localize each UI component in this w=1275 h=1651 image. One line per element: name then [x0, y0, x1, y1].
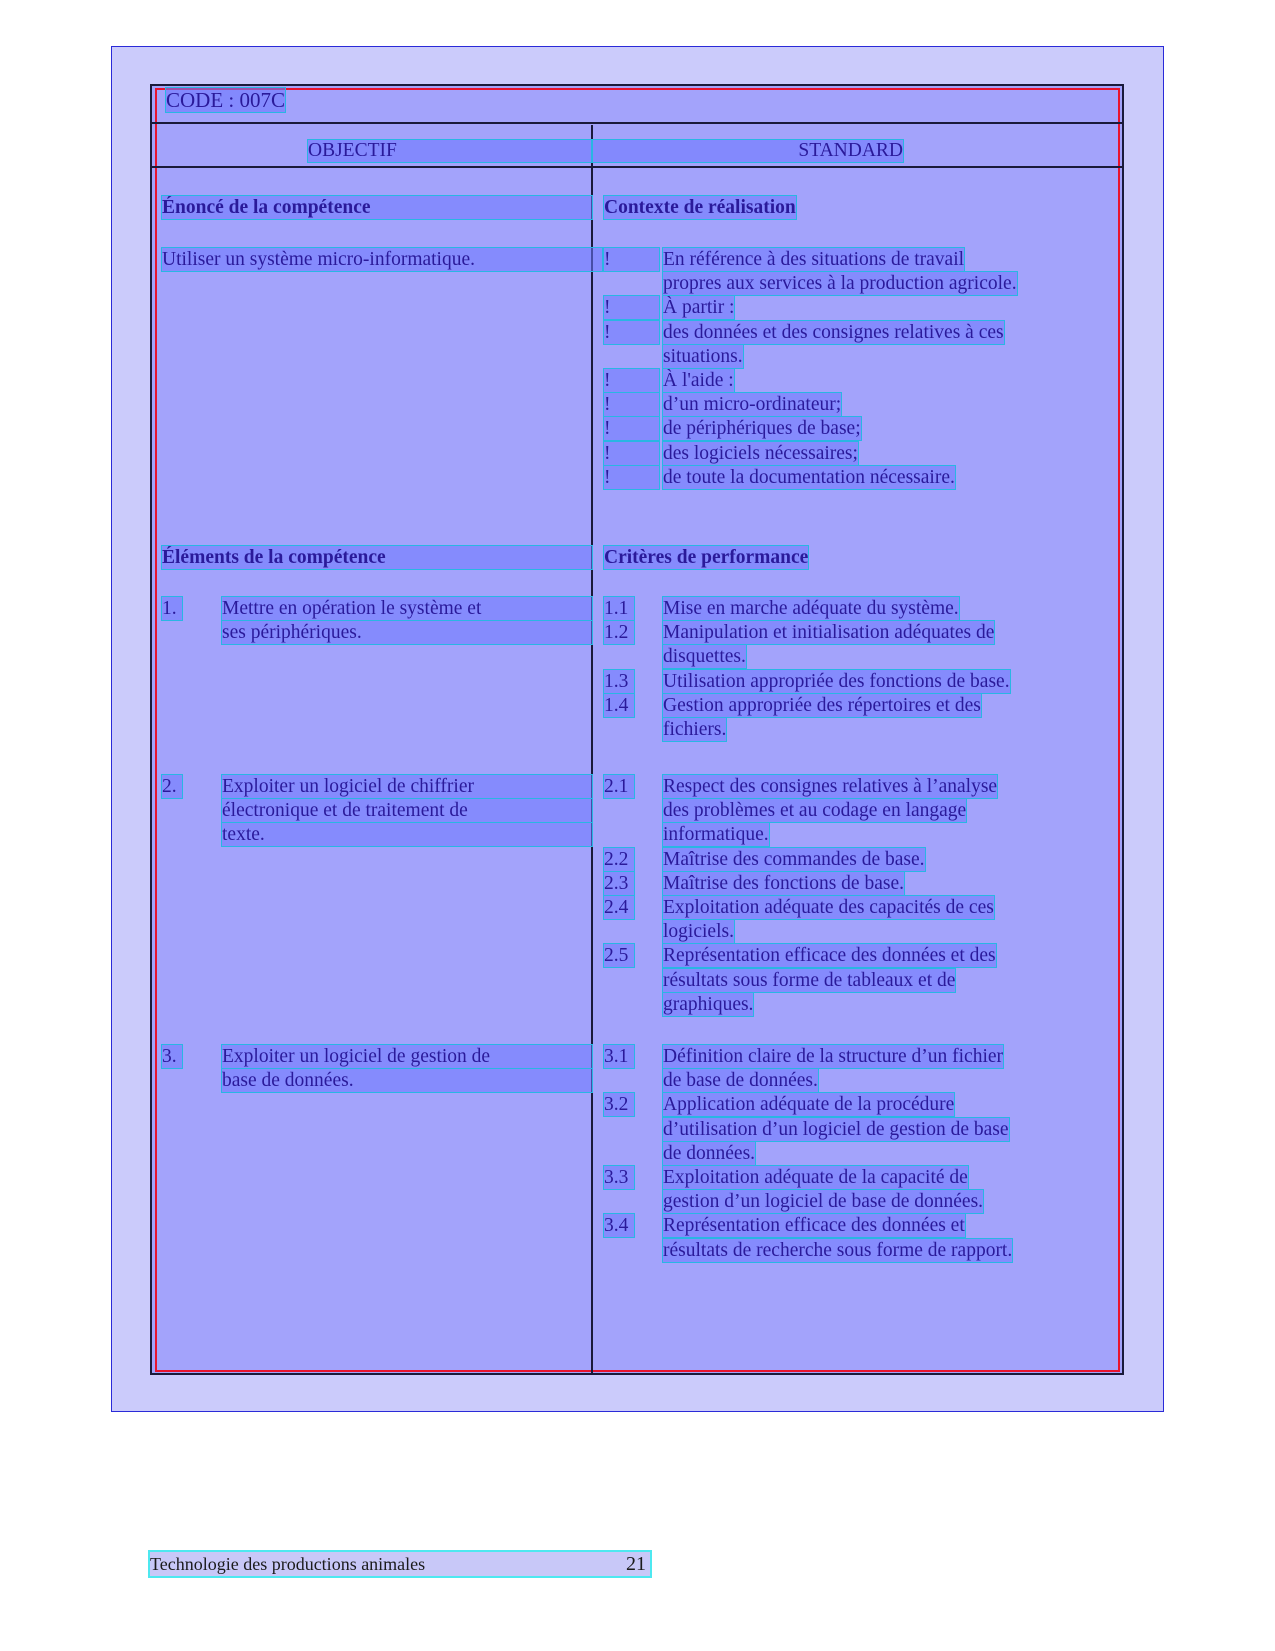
critere-number: 1.2: [604, 621, 634, 644]
contexte-line: des logiciels nécessaires;: [663, 442, 858, 464]
element-number: 3.: [162, 1045, 182, 1068]
element-number: 2.: [162, 775, 182, 798]
critere-line: Maîtrise des fonctions de base.: [663, 872, 904, 894]
critere-number: 2.3: [604, 872, 634, 895]
critere-line: Exploitation adéquate de la capacité de: [663, 1167, 968, 1188]
contexte-bullet: !: [604, 369, 659, 392]
critere-line: informatique.: [663, 824, 769, 846]
critere-line: Gestion appropriée des répertoires et des: [663, 694, 981, 716]
criteres-title: Critères de performance: [604, 547, 809, 568]
contexte-line: situations.: [663, 345, 743, 367]
critere-line: Définition claire de la structure d’un fichier: [663, 1046, 1004, 1067]
critere-line: gestion d’un logiciel de base de données.: [663, 1191, 984, 1213]
element-line: Mettre en opération le système et: [222, 597, 592, 620]
critere-line: logiciels.: [663, 921, 734, 943]
contexte-title: Contexte de réalisation: [604, 197, 796, 218]
critere-number: 1.3: [604, 670, 634, 693]
critere-line: Représentation efficace des données et des: [663, 945, 996, 967]
critere-line: disquettes.: [663, 646, 746, 668]
element-line: ses périphériques.: [222, 621, 592, 644]
element-line: base de données.: [222, 1069, 592, 1092]
critere-line: Représentation efficace des données et: [663, 1215, 965, 1237]
contexte-line: de périphériques de base;: [663, 418, 861, 440]
contexte-bullet: !: [604, 417, 659, 440]
critere-line: résultats sous forme de tableaux et de: [663, 969, 956, 991]
page-footer: [150, 1552, 650, 1576]
critere-number: 3.4: [604, 1214, 634, 1237]
contexte-line: En référence à des situations de travail: [663, 249, 965, 270]
critere-line: fichiers.: [663, 719, 727, 740]
critere-number: 1.1: [604, 597, 634, 620]
header-divider-top: [152, 122, 1122, 124]
contexte-line: de toute la documentation nécessaire.: [663, 466, 955, 488]
contexte-bullet: !: [604, 393, 659, 416]
contexte-line: d’un micro-ordinateur;: [663, 394, 842, 416]
critere-number: 3.3: [604, 1166, 634, 1189]
critere-line: graphiques.: [663, 993, 754, 1015]
critere-line: Exploitation adéquate des capacités de ces: [663, 897, 994, 918]
contexte-bullet: !: [604, 466, 659, 489]
enonce-text: Utiliser un système micro-informatique.: [162, 248, 602, 271]
critere-number: 1.4: [604, 694, 634, 717]
enonce-title: Énoncé de la compétence: [162, 196, 592, 219]
contexte-line: propres aux services à la production agricole.: [663, 273, 1017, 295]
element-line: Exploiter un logiciel de gestion de: [222, 1045, 592, 1068]
header-objectif: OBJECTIF: [308, 140, 591, 162]
footer-title: Technologie des productions animales: [150, 1554, 426, 1574]
contexte-bullet: !: [604, 321, 659, 344]
contexte-bullet: !: [604, 296, 659, 319]
critere-number: 2.5: [604, 944, 634, 967]
critere-line: de base de données.: [663, 1070, 818, 1092]
column-divider: [591, 125, 593, 1375]
page-number: 21: [626, 1553, 646, 1575]
code-label: CODE : 007C: [166, 88, 286, 112]
critere-line: résultats de recherche sous forme de rapport.: [663, 1239, 1013, 1261]
contexte-line: À partir :: [663, 297, 735, 319]
contexte-line: À l'aide :: [663, 370, 734, 391]
header-standard: STANDARD: [593, 140, 903, 162]
critere-number: 3.2: [604, 1093, 634, 1116]
critere-line: Application adéquate de la procédure: [663, 1094, 955, 1116]
header-divider-bottom: [152, 166, 1122, 168]
critere-line: des problèmes et au codage en langage: [663, 800, 967, 822]
element-line: électronique et de traitement de: [222, 799, 592, 822]
critere-number: 3.1: [604, 1045, 634, 1068]
critere-line: de données.: [663, 1142, 756, 1164]
contexte-line: des données et des consignes relatives à ces: [663, 321, 1004, 343]
critere-line: Respect des consignes relatives à l’analyse: [663, 776, 998, 797]
element-line: texte.: [222, 823, 592, 846]
critere-line: d’utilisation d’un logiciel de gestion de base: [663, 1118, 1009, 1140]
contexte-bullet: !: [604, 248, 659, 271]
critere-number: 2.2: [604, 848, 634, 871]
elements-title: Éléments de la compétence: [162, 546, 592, 569]
critere-line: Utilisation appropriée des fonctions de base.: [663, 670, 1010, 692]
contexte-bullet: !: [604, 442, 659, 465]
critere-line: Manipulation et initialisation adéquates de: [663, 622, 995, 644]
element-number: 1.: [162, 597, 182, 620]
critere-line: Maîtrise des commandes de base.: [663, 848, 925, 870]
critere-number: 2.4: [604, 896, 634, 919]
critere-number: 2.1: [604, 775, 634, 798]
element-line: Exploiter un logiciel de chiffrier: [222, 775, 592, 798]
critere-line: Mise en marche adéquate du système.: [663, 598, 959, 619]
